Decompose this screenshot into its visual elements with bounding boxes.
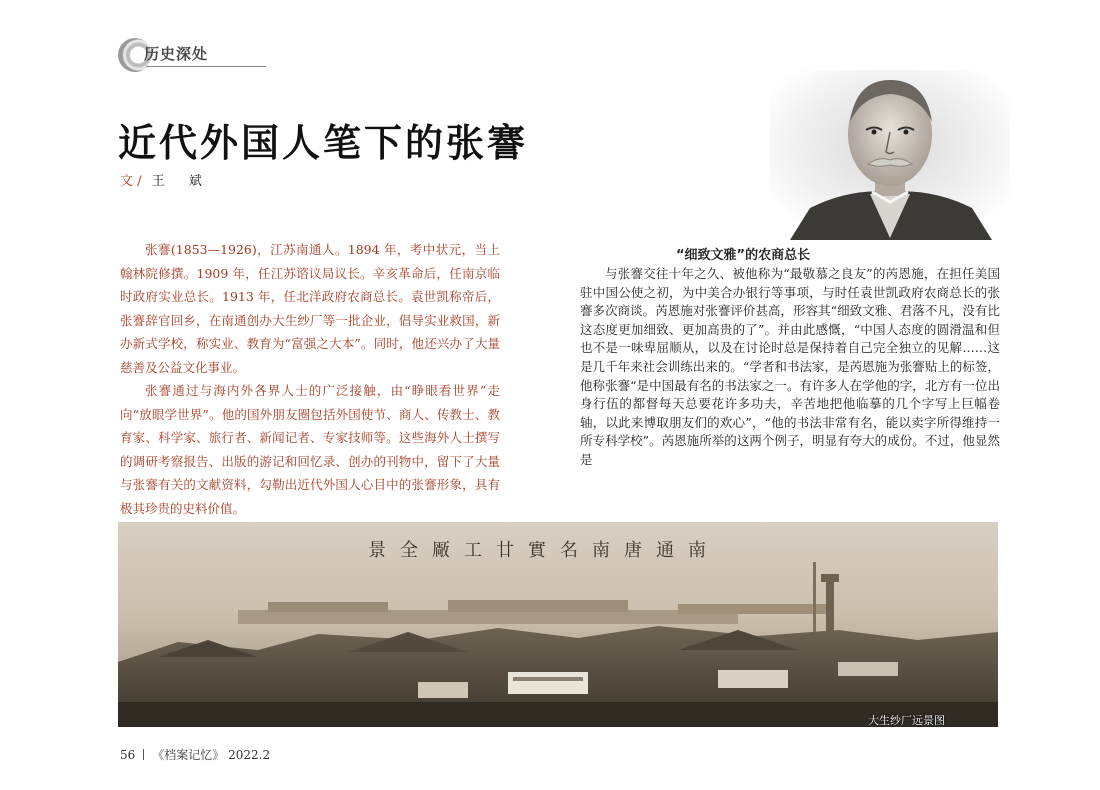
author-prefix: 文 / bbox=[120, 174, 142, 189]
journal-name: 《档案记忆》 bbox=[152, 748, 225, 762]
body-column bbox=[580, 265, 1000, 470]
section-tag-label: 历史深处 bbox=[144, 45, 209, 63]
portrait-image bbox=[770, 70, 1010, 240]
body-paragraph: 与张謇交往十年之久、被他称为“最敬慕之良友”的芮恩施，在担任美国驻中国公使之初，为中美合办银行等事项，与时任袁世凯政府农商总长的张謇多次商谈。芮恩施对张謇评价甚高，形容其“细致文雅、君落不凡，没有比这态度更加细致、更加高贵的了”。并由此感慨，“中国人态度的圆滑温和但也不是一味卑屈顺从，以及在讨论时总是保持着自己完全独立的见解……这是几千年来社会训练出来的。“学者和书法家，是芮恩施为张謇贴上的标签，他称张謇“是中国最有名的书法家之一。有许多人在学他的字，北方有一位出身行伍的都督每天总要花许多功夫，辛苦地把他临摹的几个字写上巨幅卷轴，以此来博取朋友们的欢心”，“他的书法非常有名，能以卖字所得维持一所专科学校”。芮恩施所举的这两个例子，明显有夸大的成份。不过，他显然是 bbox=[580, 266, 1000, 467]
factory-photo bbox=[118, 522, 998, 727]
article-title: 近代外国人笔下的张謇 bbox=[118, 121, 529, 165]
footer-divider bbox=[143, 749, 144, 760]
section-subheading: “细致文雅”的农商总长 bbox=[676, 248, 811, 263]
author-name: 王 斌 bbox=[151, 174, 212, 189]
intro-paragraph: 张謇通过与海内外各界人士的广泛接触，由“睁眼看世界”走向“放眼学世界”。他的国外朋友圈包括外国使节、商人、传教士、教育家、科学家、旅行者、新闻记者、专家技师等。这些海外人士撰写的调研考察报告、出版的游记和回忆录、创办的刊物中，留下了大量与张謇有关的文献资料，勾勒出近代外国人心目中的张謇形象，具有极其珍贵的史料价值。 bbox=[120, 383, 500, 516]
section-tag bbox=[118, 36, 258, 76]
journal-issue: 2022.2 bbox=[228, 748, 271, 762]
photo-caption: 大生纱厂远景图 bbox=[868, 714, 945, 727]
intro-column bbox=[120, 238, 500, 520]
intro-paragraph: 张謇(1853—1926)，江苏南通人。1894 年，考中状元，当上翰林院修撰。1909 年，任江苏谘议局议长。辛亥革命后，任南京临时政府实业总长。1913 年，任北洋政府农商总长。袁世凯称帝后，张謇辞官回乡，在南通创办大生纱厂等一批企业，倡导实业救国，新办新式学校，称实业、教育为“富强之大本”。同时，他还兴办了大量慈善及公益文化事业。 bbox=[120, 242, 500, 375]
section-tag-rule bbox=[146, 66, 266, 67]
page-footer bbox=[120, 746, 270, 763]
page-number: 56 bbox=[120, 748, 136, 762]
author-line bbox=[120, 170, 212, 189]
photo-sign-text: 景全厰工廿實名南唐通南 bbox=[368, 540, 720, 561]
